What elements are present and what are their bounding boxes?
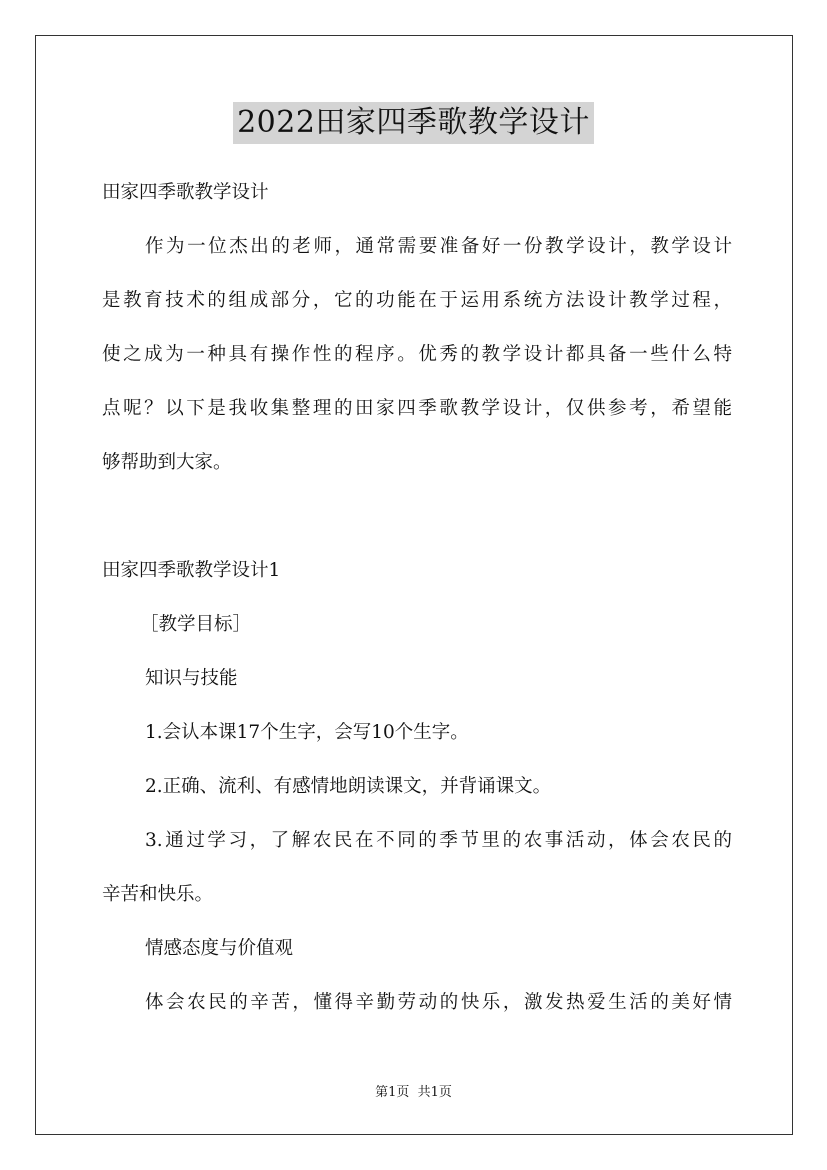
document-subtitle: 田家四季歌教学设计 [102,182,269,203]
objective-item-3-line-1: 3.通过学习，了解农民在不同的季节里的农事活动，体会农民的 [145,830,732,851]
page-footer: 第1页 共1页 [375,1085,452,1100]
intro-line-1: 作为一位杰出的老师，通常需要准备好一份教学设计，教学设计 [145,236,732,257]
objectives-label: ［教学目标］ [140,614,252,635]
emotion-heading: 情感态度与价值观 [145,938,294,959]
document-title: 2022田家四季歌教学设计 [233,102,594,144]
intro-line-3: 使之成为一种具有操作性的程序。优秀的教学设计都具备一些什么特 [102,344,732,365]
emotion-line-1: 体会农民的辛苦，懂得辛勤劳动的快乐，激发热爱生活的美好情 [145,992,732,1013]
knowledge-heading: 知识与技能 [145,668,238,689]
section-heading: 田家四季歌教学设计1 [102,560,281,581]
objective-item-1: 1.会认本课17个生字，会写10个生字。 [145,722,469,743]
intro-line-5: 够帮助到大家。 [102,452,232,473]
objective-item-3-line-2: 辛苦和快乐。 [102,884,214,905]
intro-line-4: 点呢？以下是我收集整理的田家四季歌教学设计，仅供参考，希望能 [102,398,732,419]
title-container [0,102,827,144]
intro-line-2: 是教育技术的组成部分，它的功能在于运用系统方法设计教学过程， [102,290,732,311]
objective-item-2: 2.正确、流利、有感情地朗读课文，并背诵课文。 [145,776,552,797]
